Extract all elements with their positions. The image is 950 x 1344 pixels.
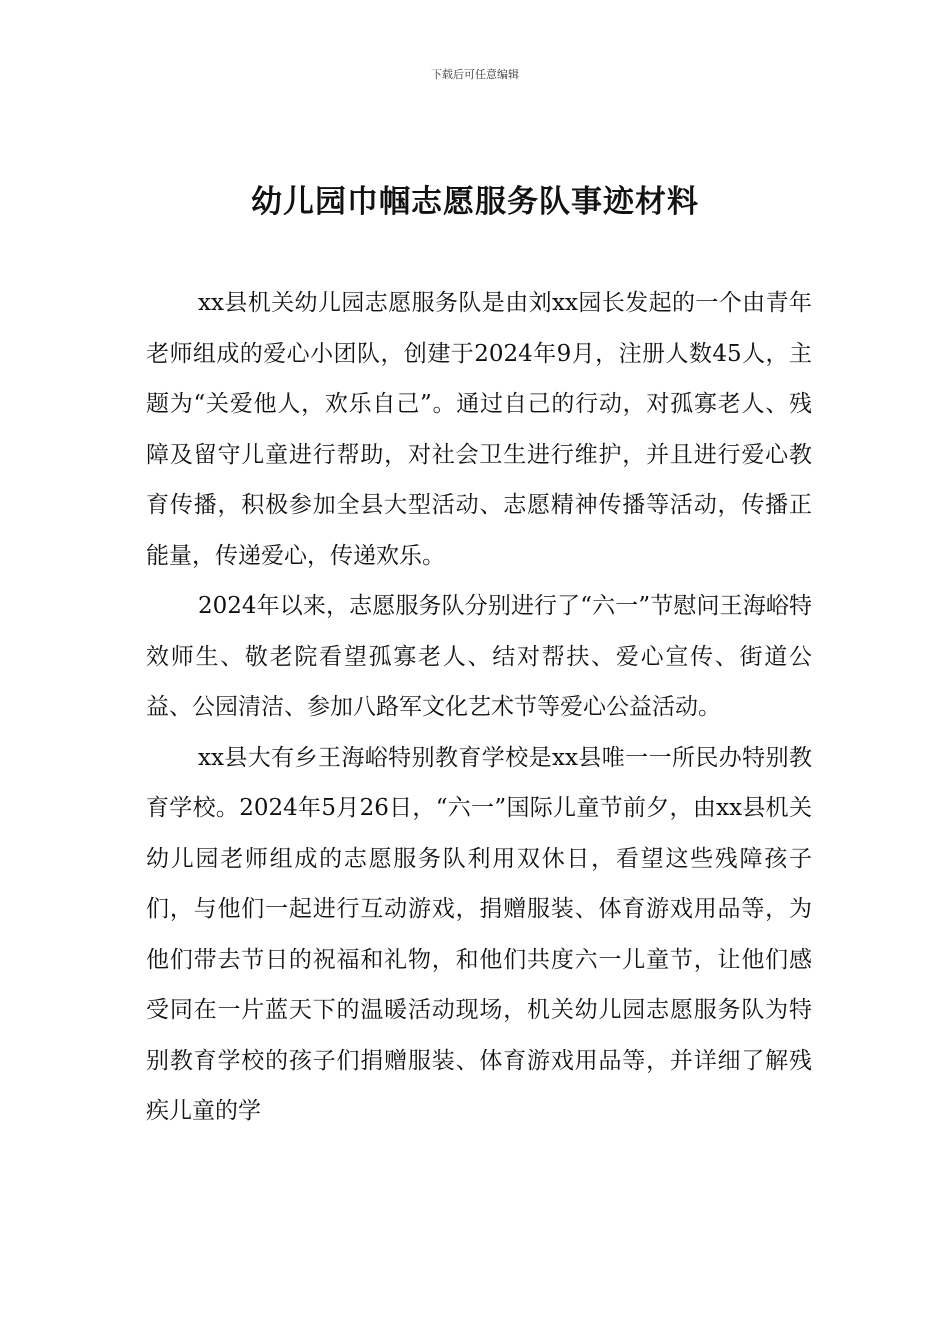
document-body	[146, 278, 812, 1137]
paragraph-activities: 2024年以来，志愿服务队分别进行了“六一”节慰问王海峪特效师生、敬老院看望孤寡老人、结对帮扶、爱心宣传、街道公益、公园清洁、参加八路军文化艺术节等爱心公益活动。	[146, 593, 812, 720]
page-header-note: 下载后可任意编辑	[431, 68, 519, 81]
paragraph-school-visit: xx县大有乡王海峪特别教育学校是xx县唯一一所民办特别教育学校。2024年5月26日，“六一”国际儿童节前夕，由xx县机关幼儿园老师组成的志愿服务队利用双休日，看望这些残障孩子们，与他们一起进行互动游戏，捐赠服装、体育游戏用品等，为他们带去节日的祝福和礼物，和他们共度六一儿童节，让他们感受同在一片蓝天下的温暖活动现场，机关幼儿园志愿服务队为特别教育学校的孩子们捐赠服装、体育游戏用品等，并详细了解残疾儿童的学	[146, 744, 812, 1124]
document-title: 幼儿园巾帼志愿服务队事迹材料	[251, 184, 699, 220]
paragraph-intro: xx县机关幼儿园志愿服务队是由刘xx园长发起的一个由青年老师组成的爱心小团队，创建于2024年9月，注册人数45人，主题为“关爱他人，欢乐自己”。通过自己的行动，对孤寡老人、残障及留守儿童进行帮助，对社会卫生进行维护，并且进行爱心教育传播，积极参加全县大型活动、志愿精神传播等活动，传播正能量，传递爱心，传递欢乐。	[146, 290, 812, 569]
